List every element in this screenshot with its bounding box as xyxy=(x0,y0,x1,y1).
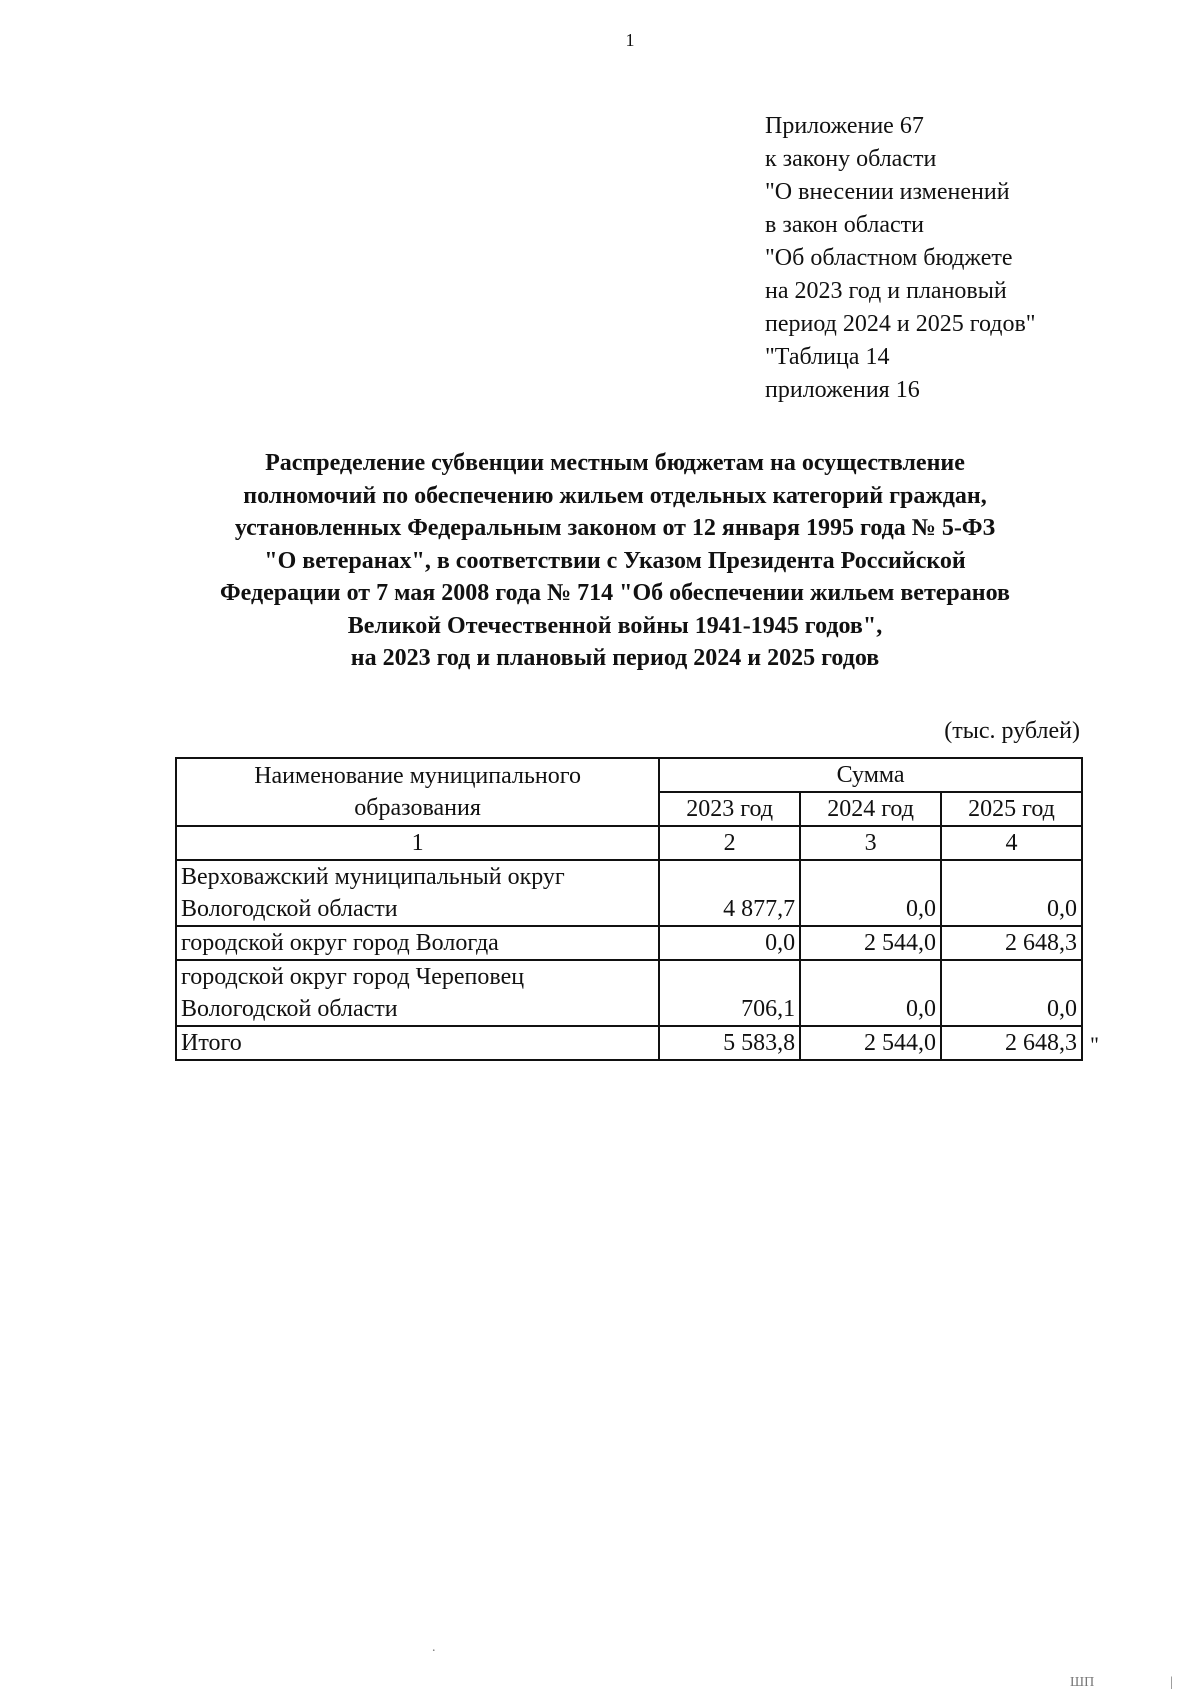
title-line: "О ветеранах", в соответствии с Указом Президента Российской xyxy=(264,547,966,574)
total-amount-cell: 5 583,8 xyxy=(659,1026,800,1060)
scan-artifact-bar: | xyxy=(1170,1675,1173,1690)
appendix-line: в закон области xyxy=(765,212,924,238)
total-amount-cell: 2 544,0 xyxy=(800,1026,941,1060)
municipality-name-line: Вологодской области xyxy=(181,896,398,922)
amount-cell: 0,0 xyxy=(800,960,941,1026)
header-name-line: Наименование муниципального xyxy=(254,763,581,789)
table-row xyxy=(176,860,1082,926)
closing-quote: " xyxy=(1090,1032,1099,1057)
header-year-cell: 2025 год xyxy=(941,792,1082,826)
municipality-name-line: городской округ город Вологда xyxy=(181,930,499,956)
title-line: Великой Отечественной войны 1941-1945 годов", xyxy=(347,612,883,639)
header-name-cell xyxy=(176,758,659,826)
appendix-line: "Об областном бюджете xyxy=(765,245,1013,271)
municipality-name-line: Вологодской области xyxy=(181,996,398,1022)
appendix-line: "О внесении изменений xyxy=(765,179,1010,205)
amount-cell: 2 648,3 xyxy=(941,926,1082,960)
municipality-name-cell xyxy=(176,960,659,1026)
appendix-line: Приложение 67 xyxy=(765,113,924,139)
amount-cell: 4 877,7 xyxy=(659,860,800,926)
column-number-cell: 1 xyxy=(176,826,659,860)
title-line: Распределение субвенции местным бюджетам на осуществление xyxy=(265,450,965,476)
title-line: полномочий по обеспечению жильем отдельных категорий граждан, xyxy=(243,482,987,509)
header-name-line: образования xyxy=(354,795,481,821)
page-number: 1 xyxy=(625,30,635,50)
scan-artifact-mark: ШП xyxy=(1070,1675,1095,1690)
header-year-cell: 2024 год xyxy=(800,792,941,826)
municipality-name-cell xyxy=(176,926,659,960)
table-row xyxy=(176,926,1082,960)
column-number-cell: 2 xyxy=(659,826,800,860)
municipality-name-line: городской округ город Череповец xyxy=(181,964,525,990)
title-line: Федерации от 7 мая 2008 года № 714 "Об обеспечении жильем ветеранов xyxy=(220,580,1010,606)
amount-cell: 0,0 xyxy=(941,860,1082,926)
amount-cell: 0,0 xyxy=(659,926,800,960)
appendix-line: приложения 16 xyxy=(765,377,920,403)
title-line: на 2023 год и плановый период 2024 и 2025 годов xyxy=(350,645,880,671)
scan-artifact-dot: . xyxy=(432,1640,436,1655)
table-header-row xyxy=(176,758,1082,792)
column-number-row xyxy=(176,826,1082,860)
municipality-name-line: Верховажский муниципальный округ xyxy=(181,864,565,890)
amount-cell: 2 544,0 xyxy=(800,926,941,960)
header-year-cell: 2023 год xyxy=(659,792,800,826)
total-label-cell: Итого xyxy=(176,1026,659,1060)
title-line: установленных Федеральным законом от 12 января 1995 года № 5-ФЗ xyxy=(234,515,996,541)
budget-table xyxy=(175,757,1083,1061)
appendix-line: к закону области xyxy=(765,146,937,172)
appendix-block xyxy=(765,110,1165,407)
column-number-cell: 4 xyxy=(941,826,1082,860)
amount-cell: 0,0 xyxy=(941,960,1082,1026)
document-title xyxy=(140,447,1090,675)
units-label: (тыс. рублей) xyxy=(944,718,1080,744)
table-row xyxy=(176,960,1082,1026)
total-amount-cell: 2 648,3 xyxy=(941,1026,1082,1060)
appendix-line: на 2023 год и плановый xyxy=(765,278,1007,304)
total-row xyxy=(176,1026,1082,1060)
amount-cell: 0,0 xyxy=(800,860,941,926)
column-number-cell: 3 xyxy=(800,826,941,860)
municipality-name-cell xyxy=(176,860,659,926)
appendix-line: период 2024 и 2025 годов" xyxy=(765,311,1036,337)
appendix-line: "Таблица 14 xyxy=(765,344,890,370)
header-sum-cell: Сумма xyxy=(659,758,1082,792)
amount-cell: 706,1 xyxy=(659,960,800,1026)
